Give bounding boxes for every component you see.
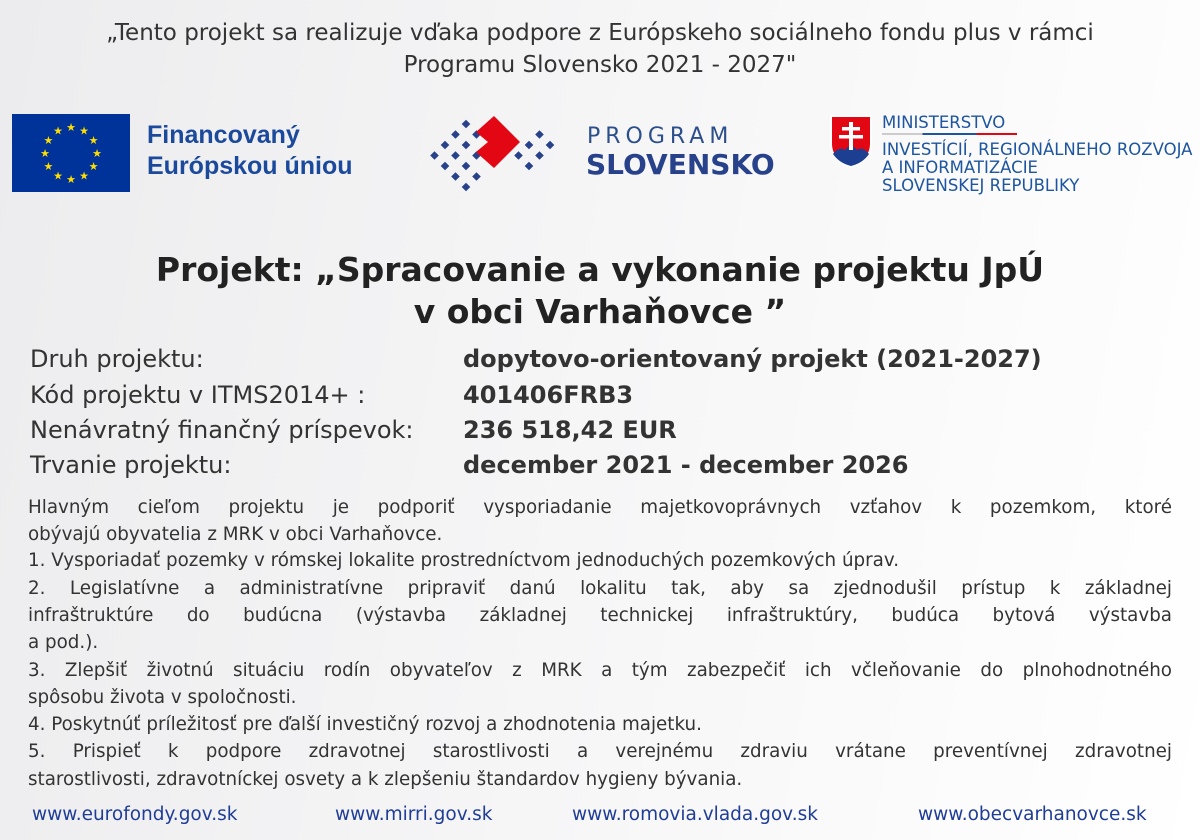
info-label: Druh projektu: — [30, 345, 204, 373]
slovensko-word: SLOVENSKO — [586, 148, 775, 181]
eu-flag-logo — [12, 114, 130, 192]
body-line: a pod.). — [28, 632, 99, 653]
blue-diamond-icon — [525, 162, 534, 171]
slovak-coat-of-arms-icon — [829, 114, 873, 168]
ministry-line-1: MINISTERSTVO — [882, 113, 1006, 132]
program-word: PROGRAM — [587, 124, 734, 149]
eu-stars-icon — [12, 114, 130, 192]
link-obec-varhanovce[interactable]: www.obecvarhanovce.sk — [918, 804, 1147, 825]
star-icon: ★ — [88, 160, 99, 173]
body-line: infraštruktúre do budúcna (výstavba základnej technickej infraštruktúry, budúca bytová výstavba — [28, 605, 1172, 626]
body-line: obývajú obyvatelia z MRK v obci Varhaňovce. — [28, 524, 443, 545]
ministry-divider — [882, 133, 1017, 135]
red-chevron-icon — [476, 116, 520, 168]
blue-diamond-icon — [525, 141, 534, 150]
blue-diamond-icon — [451, 130, 460, 139]
link-mirri[interactable]: www.mirri.gov.sk — [335, 804, 493, 825]
body-line: Hlavným cieľom projektu je podporiť vysporiadanie majetkovoprávnych vzťahov k pozemkom, ktoré — [28, 497, 1172, 518]
star-icon: ★ — [53, 169, 63, 183]
link-eurofondy[interactable]: www.eurofondy.gov.sk — [32, 804, 238, 825]
star-icon: ★ — [79, 169, 89, 183]
blue-diamond-icon — [472, 172, 481, 181]
blue-diamond-icon — [441, 162, 450, 171]
body-line: 4. Poskytnúť príležitosť pre ďalší investičný rozvoj a zhodnotenia majetku. — [28, 714, 702, 735]
star-icon: ★ — [79, 124, 89, 138]
eu-text-line-2: Európskou úniou — [147, 152, 353, 180]
blue-diamond-icon — [514, 151, 523, 160]
blue-diamond-icon — [451, 172, 460, 181]
body-line: starostlivosti, zdravotníckej osvety a k zlepšeniu štandardov hygieny bývania. — [28, 769, 743, 790]
blue-diamond-icon — [462, 120, 471, 129]
blue-diamond-icon — [441, 141, 450, 150]
body-line: 3. Zlepšiť životnú situáciu rodín obyvateľov z MRK a tým zabezpečiť ich včleňovanie do plnohodnotného — [28, 660, 1172, 681]
info-value: december 2021 - december 2026 — [463, 451, 909, 479]
star-icon: ★ — [92, 147, 102, 160]
body-line: spôsobu života v spoločnosti. — [28, 687, 297, 708]
star-icon: ★ — [40, 147, 50, 160]
blue-diamond-icon — [462, 141, 471, 150]
header-line-1: „Tento projekt sa realizuje vďaka podpore z Európskeho sociálneho fondu plus v rámci — [106, 20, 1094, 46]
project-title-line-2: v obci Varhaňovce ” — [413, 292, 787, 331]
star-icon: ★ — [43, 134, 54, 147]
info-label: Kód projektu v ITMS2014+ : — [30, 381, 366, 409]
eu-funding-text — [147, 120, 353, 182]
star-icon: ★ — [66, 121, 76, 134]
ministry-line-2: INVESTÍCIÍ, REGIONÁLNEHO ROZVOJA — [882, 140, 1193, 159]
blue-diamond-icon — [462, 162, 471, 171]
blue-diamond-icon — [535, 151, 544, 160]
program-slovensko-logo-icon — [416, 112, 566, 196]
blue-diamond-icon — [546, 141, 555, 150]
blue-diamond-icon — [451, 151, 460, 160]
blue-diamond-icon — [430, 151, 439, 160]
info-value: dopytovo-orientovaný projekt (2021-2027) — [463, 345, 1042, 373]
star-icon: ★ — [88, 134, 99, 147]
body-line: 1. Vysporiadať pozemky v rómskej lokalite prostredníctvom jednoduchých pozemkových úprav. — [28, 550, 900, 571]
info-label: Trvanie projektu: — [30, 451, 232, 479]
info-value: 236 518,42 EUR — [463, 416, 677, 444]
project-title-line-1: Projekt: „Spracovanie a vykonanie projektu JpÚ — [155, 250, 1045, 289]
body-line: 5. Prispieť k podpore zdravotnej starostlivosti a verejnému zdraviu vrátane preventívnej zdravotnej — [28, 741, 1172, 762]
eu-text-line-1: Financovaný — [147, 121, 300, 149]
blue-diamond-icon — [535, 130, 544, 139]
body-line: 2. Legislatívne a administratívne pripraviť danú lokalitu tak, aby sa zjednodušil prístup k základnej — [28, 578, 1172, 599]
info-label: Nenávratný finančný príspevok: — [30, 416, 414, 444]
star-icon: ★ — [53, 124, 63, 138]
header-line-2: Programu Slovensko 2021 - 2027" — [403, 52, 797, 78]
star-icon: ★ — [43, 160, 54, 173]
link-romovia[interactable]: www.romovia.vlada.gov.sk — [572, 804, 818, 825]
star-icon: ★ — [66, 173, 76, 186]
info-value: 401406FRB3 — [463, 381, 634, 409]
ministry-line-3: A INFORMATIZÁCIE — [882, 158, 1038, 177]
ministry-line-4: SLOVENSKEJ REPUBLIKY — [882, 176, 1080, 195]
blue-diamond-icon — [462, 183, 471, 192]
